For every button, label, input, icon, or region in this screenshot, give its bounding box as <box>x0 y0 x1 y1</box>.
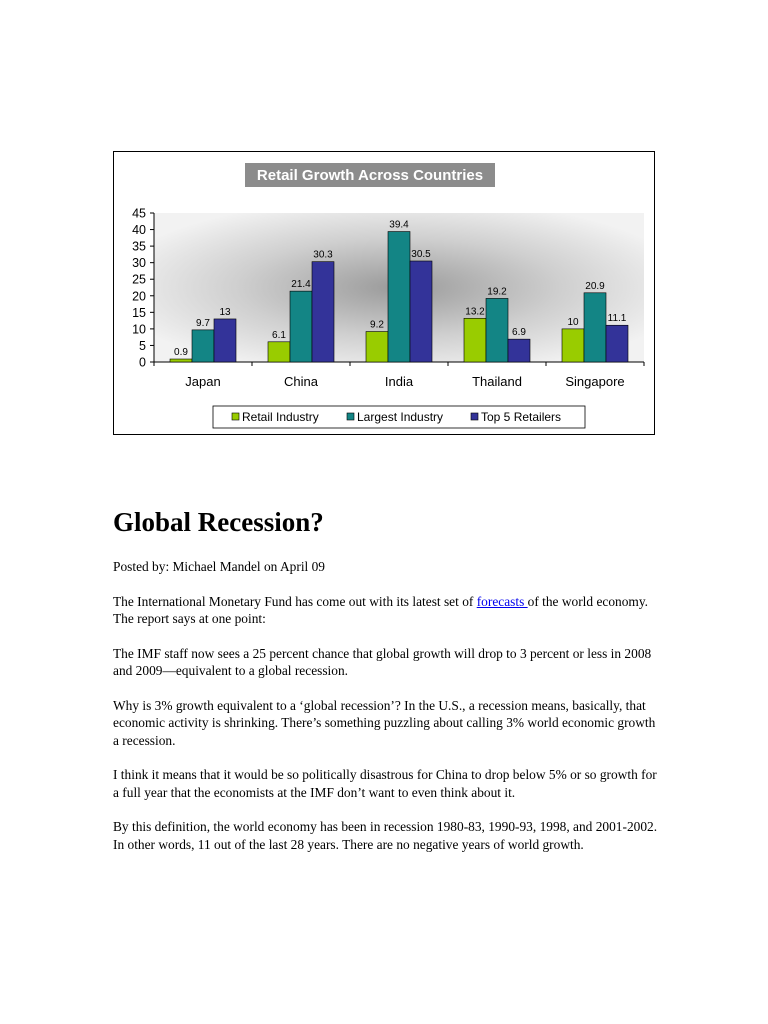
paragraph-2: The IMF staff now sees a 25 percent chance that global growth will drop to 3 percent or less in 2008 and 2009—equivalent to a global recession. <box>113 645 652 678</box>
legend-label: Retail Industry <box>242 410 319 424</box>
y-tick-label: 0 <box>139 355 146 370</box>
data-label: 30.3 <box>313 249 333 261</box>
data-label: 13 <box>219 306 231 318</box>
data-label: 9.7 <box>196 317 210 329</box>
x-category-label: Japan <box>185 374 221 389</box>
bar-china-retail-industry <box>268 342 290 362</box>
data-label: 20.9 <box>585 280 605 292</box>
paragraph-1-text-end: of the world economy. The report says at one point: <box>113 593 648 626</box>
data-label: 0.9 <box>174 347 188 359</box>
article-title: Global Recession? <box>113 507 324 537</box>
y-tick-label: 15 <box>132 305 146 320</box>
legend-swatch <box>347 413 354 420</box>
bar-china-top-5-retailers <box>312 262 334 362</box>
x-category-label: China <box>284 374 318 389</box>
y-tick-label: 10 <box>132 322 146 337</box>
bar-chart <box>114 152 654 434</box>
data-label: 6.1 <box>272 329 286 341</box>
x-category-label: Singapore <box>565 374 625 389</box>
bar-thailand-retail-industry <box>464 318 486 362</box>
data-label: 21.4 <box>291 279 311 291</box>
data-label: 13.2 <box>465 306 485 318</box>
bar-japan-largest-industry <box>192 330 214 362</box>
bar-japan-top-5-retailers <box>214 319 236 362</box>
paragraph-1 <box>113 593 658 628</box>
bar-india-retail-industry <box>366 332 388 362</box>
y-tick-label: 5 <box>139 338 146 353</box>
y-tick-label: 30 <box>132 256 146 271</box>
bar-thailand-largest-industry <box>486 298 508 362</box>
legend-label: Largest Industry <box>357 410 444 424</box>
byline: Posted by: Michael Mandel on April 09 <box>113 559 325 574</box>
data-label: 9.2 <box>370 319 384 331</box>
chart-container <box>113 151 655 435</box>
paragraph-5: By this definition, the world economy has been in recession 1980-83, 1990-93, 1998, and 2001-2002. In other words, 11 out of the last 28 years. There are no negative years of world growth. <box>113 819 658 852</box>
forecasts-link[interactable]: forecasts <box>476 593 528 609</box>
article <box>113 505 658 870</box>
chart-title: Retail Growth Across Countries <box>256 167 484 184</box>
bar-china-largest-industry <box>290 291 312 362</box>
data-label: 10 <box>567 316 579 328</box>
paragraph-3: Why is 3% growth equivalent to a ‘global recession’? In the U.S., a recession means, basically, that economic activity is shrinking. There’s something puzzling about calling 3% world economic growth a recession. <box>113 697 656 748</box>
bar-singapore-retail-industry <box>562 329 584 362</box>
data-label: 19.2 <box>487 286 507 298</box>
x-category-label: India <box>384 374 414 389</box>
bar-thailand-top-5-retailers <box>508 339 530 362</box>
legend-swatch <box>471 413 478 420</box>
bar-singapore-largest-industry <box>584 293 606 362</box>
paragraph-1-text-start: The International Monetary Fund has come out with its latest set of <box>113 593 477 609</box>
bar-singapore-top-5-retailers <box>606 325 628 362</box>
y-tick-label: 35 <box>132 239 146 254</box>
data-label: 30.5 <box>411 249 431 261</box>
y-tick-label: 40 <box>132 223 146 238</box>
data-label: 39.4 <box>389 219 409 231</box>
x-category-label: Thailand <box>472 374 522 389</box>
bar-india-top-5-retailers <box>410 261 432 362</box>
bar-india-largest-industry <box>388 232 410 362</box>
legend-label: Top 5 Retailers <box>481 410 562 424</box>
y-tick-label: 25 <box>132 272 146 287</box>
paragraph-4: I think it means that it would be so politically disastrous for China to drop below 5% or so growth for a full year that the economists at the IMF don’t want to even think about it. <box>113 767 657 800</box>
data-label: 11.1 <box>607 313 627 325</box>
data-label: 6.9 <box>512 327 526 339</box>
y-tick-label: 45 <box>132 206 146 221</box>
bar-japan-retail-industry <box>170 359 192 362</box>
legend-swatch <box>232 413 239 420</box>
y-tick-label: 20 <box>132 289 146 304</box>
